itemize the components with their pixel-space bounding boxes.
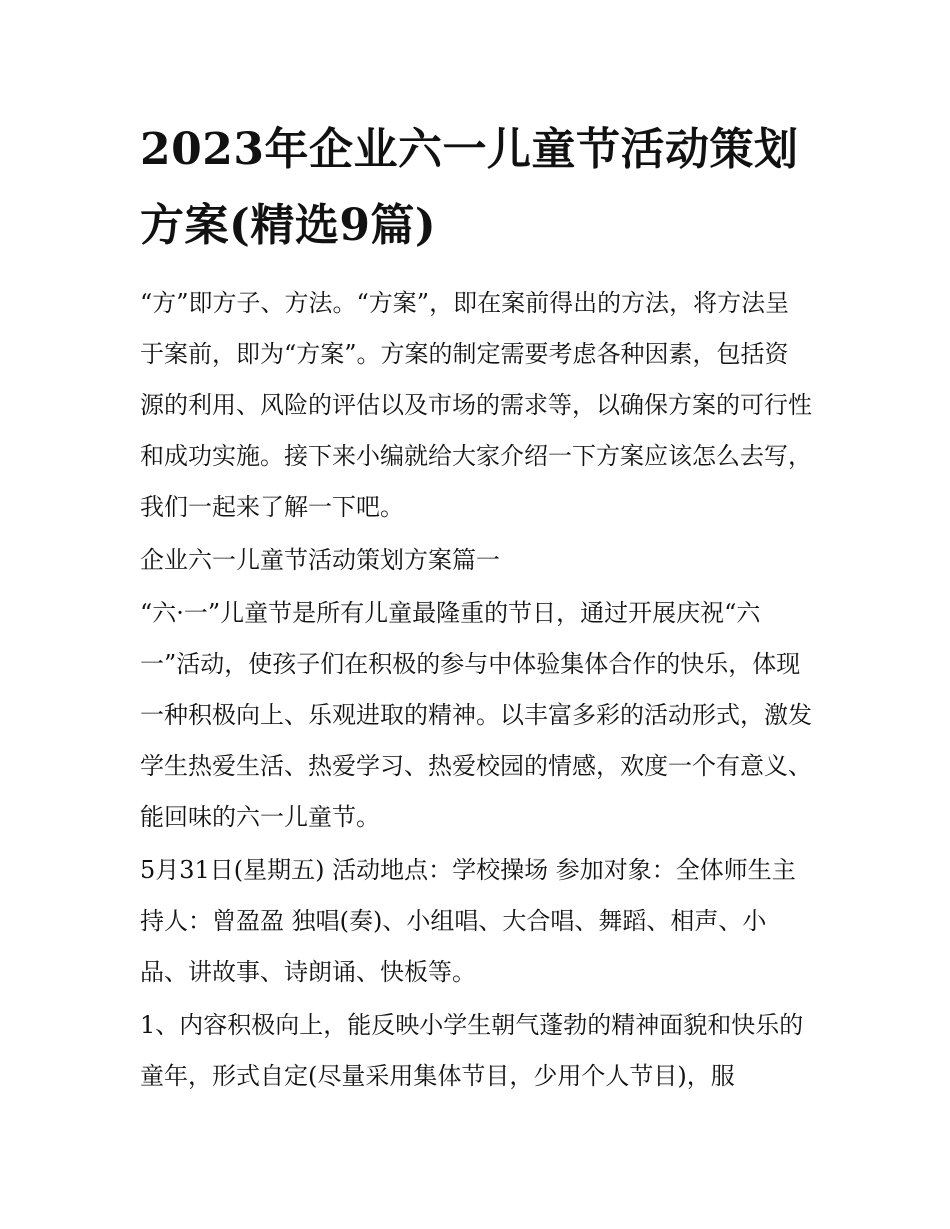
body-paragraph: 1、内容积极向上，能反映小学生朝气蓬勃的精神面貌和快乐的童年，形式自定(尽量采用集体节目，少用个人节目)，服 xyxy=(140,1011,804,1090)
section-heading: 企业六一儿童节活动策划方案篇一 xyxy=(140,546,500,574)
body-paragraph: “六·一”儿童节是所有儿童最隆重的节日，通过开展庆祝“六一”活动，使孩子们在积极的参与中体验集体合作的快乐，体现一种积极向上、乐观进取的精神。以丰富多彩的活动形式，激发学生热爱生活、热爱学习、热爱校园的情感，欢度一个有意义、能回味的六一儿童节。 xyxy=(140,599,812,831)
document-page xyxy=(140,112,812,1102)
intro-paragraph: “方”即方子、方法。“方案”，即在案前得出的方法，将方法呈于案前，即为“方案”。方案的制定需要考虑各种因素，包括资源的利用、风险的评估以及市场的需求等，以确保方案的可行性和成功实施。接下来小编就给大家介绍一下方案应该怎么去写，我们一起来了解一下吧。 xyxy=(140,289,812,521)
document-title: 2023年企业六一儿童节活动策划方案(精选9篇) xyxy=(140,124,799,251)
body-paragraph: 5月31日(星期五) 活动地点：学校操场 参加对象：全体师生主持人：曾盈盈 独唱(奏)、小组唱、大合唱、舞蹈、相声、小品、讲故事、诗朗诵、快板等。 xyxy=(140,856,796,986)
